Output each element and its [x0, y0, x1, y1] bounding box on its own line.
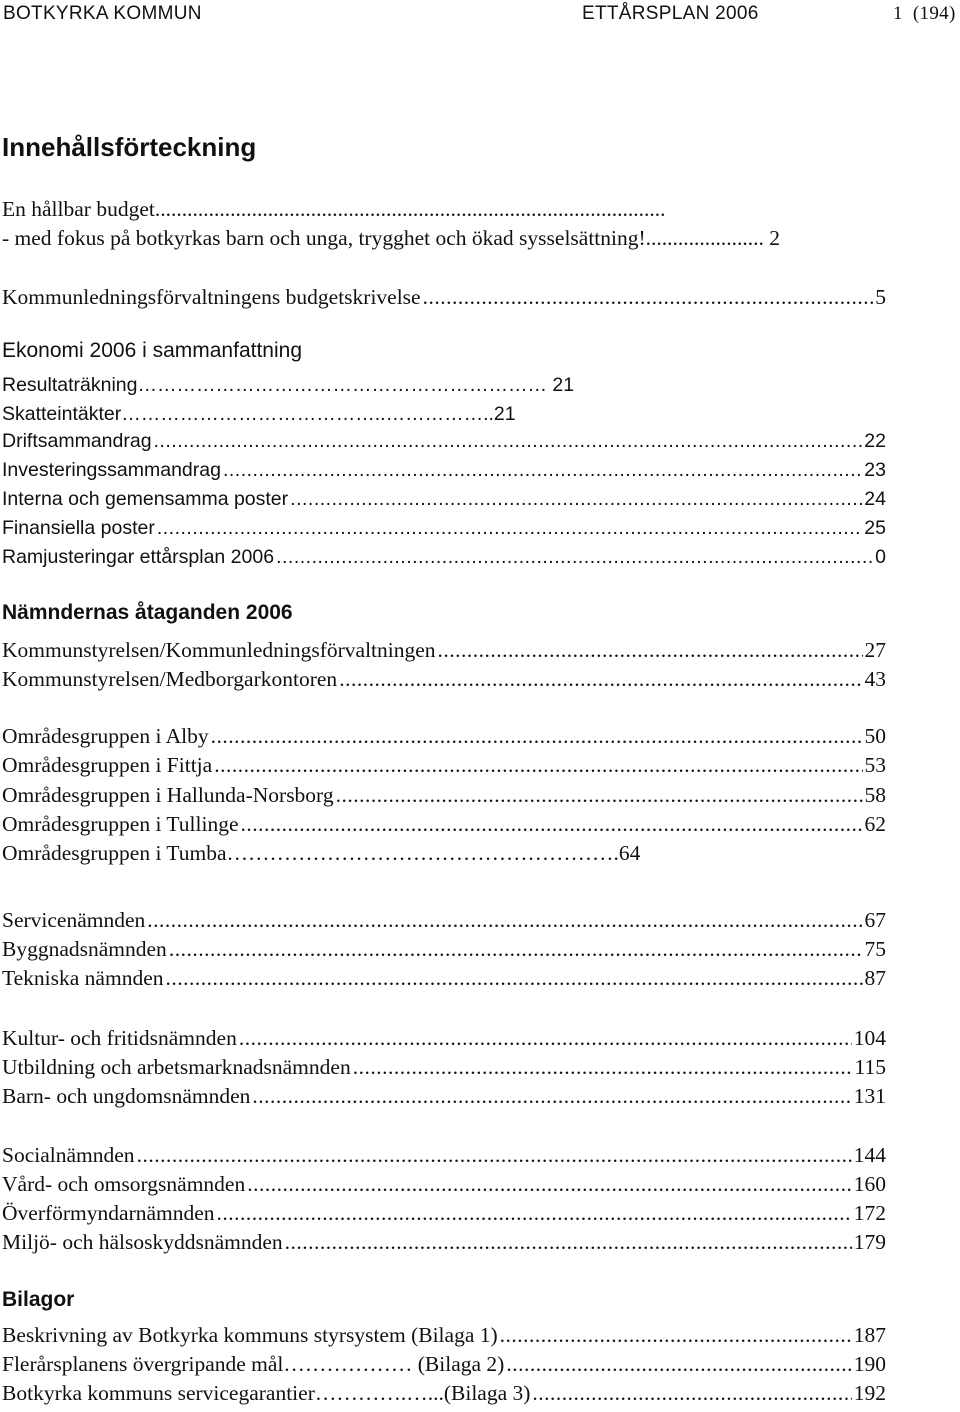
dot-leader [241, 811, 863, 838]
toc-entry[interactable] [2, 936, 886, 963]
toc-entry-label: Ramjusteringar ettårsplan 2006 [2, 546, 275, 568]
toc-entry-label: Områdesgruppen i Hallunda-Norsborg [2, 782, 334, 807]
toc-entry-page: 53 [864, 753, 886, 778]
toc-entry-tumba[interactable]: Områdesgruppen i Tumba……………………………………………….64 [2, 841, 641, 865]
toc-entry[interactable] [2, 1083, 886, 1110]
dot-leader [336, 782, 863, 809]
section-heading-appendices: Bilagor [2, 1288, 75, 1311]
toc-entry-label: Tekniska nämnden [2, 966, 164, 990]
toc-entry-label: Utbildning och arbetsmarknadsnämnden [2, 1055, 351, 1079]
dot-leader [147, 907, 862, 934]
toc-entry-label: Socialnämnden [2, 1143, 135, 1167]
toc-entry-label: Finansiella poster [2, 517, 155, 539]
page-total: (194) [912, 3, 956, 24]
toc-entry-page: 62 [864, 811, 886, 836]
toc-entry-page: 179 [853, 1230, 886, 1254]
toc-entry[interactable] [2, 1351, 886, 1378]
toc-entry-page: 67 [864, 908, 886, 932]
toc-entry-label: Investeringssammandrag [2, 459, 221, 481]
dot-leader [217, 1200, 852, 1227]
toc-entry-label: Interna och gemensamma poster [2, 488, 289, 510]
toc-entry[interactable] [2, 1142, 886, 1169]
toc-entry-page: 50 [864, 724, 886, 748]
dot-leader [339, 666, 862, 693]
toc-entry[interactable] [2, 782, 886, 809]
dot-leader [223, 457, 862, 484]
toc-entry-label: Kommunledningsförvaltningens budgetskrivelse [2, 285, 421, 309]
toc-entry-label: Driftsammandrag [2, 430, 152, 452]
dot-leader [285, 1229, 852, 1256]
toc-entry-page: 187 [853, 1323, 886, 1347]
toc-entry-label: Områdesgruppen i Tullinge [2, 811, 239, 836]
dot-leader [423, 284, 874, 311]
toc-entry[interactable] [2, 1380, 886, 1407]
toc-entry[interactable] [2, 1025, 886, 1052]
toc-entry[interactable] [2, 1229, 886, 1256]
toc-entry-label: Vård- och omsorgsnämnden [2, 1172, 246, 1196]
toc-entry-page: 131 [853, 1084, 886, 1108]
toc-entry[interactable] [2, 1171, 886, 1198]
toc-entry-page: 27 [864, 638, 886, 662]
toc-entry-budget-letter[interactable] [2, 284, 886, 311]
toc-entry-page: 115 [854, 1055, 886, 1079]
toc-entry-resultatrakning[interactable]: Resultaträkning……………………………………………………… 21 [2, 374, 575, 396]
dot-leader [214, 752, 862, 779]
toc-entry-page: 75 [864, 937, 886, 961]
toc-entry[interactable] [2, 486, 886, 513]
toc-entry[interactable] [2, 1200, 886, 1227]
toc-entry[interactable] [2, 752, 886, 779]
dot-leader [506, 1351, 851, 1378]
toc-entry-page: 22 [864, 430, 886, 452]
toc-title: Innehållsförteckning [2, 132, 257, 162]
toc-entry[interactable] [2, 544, 886, 571]
toc-entry-label: Överförmyndarnämnden [2, 1201, 215, 1225]
toc-entry-label: Flerårsplanens övergripande mål……………… (Bilaga 2) [2, 1352, 505, 1376]
toc-intro-line-2: - med fokus på botkyrkas barn och unga, trygghet och ökad sysselsättning!...................... 2 [2, 226, 781, 250]
toc-entry-page: 58 [864, 782, 886, 807]
toc-entry-label: Områdesgruppen i Fittja [2, 753, 213, 778]
toc-entry-page: 0 [875, 546, 886, 568]
dot-leader [532, 1380, 851, 1407]
toc-entry-page: 23 [864, 459, 886, 481]
dot-leader [438, 637, 863, 664]
toc-entry-label: Servicenämnden [2, 908, 146, 932]
dot-leader [239, 1025, 852, 1052]
toc-entry-label: Kommunstyrelsen/Kommunledningsförvaltningen [2, 638, 436, 662]
header-municipality: BOTKYRKA KOMMUN [3, 3, 202, 24]
dot-leader [500, 1322, 852, 1349]
toc-entry-page: 144 [853, 1143, 886, 1167]
toc-entry[interactable] [2, 457, 886, 484]
toc-entry[interactable] [2, 811, 886, 838]
toc-entry-label: Byggnadsnämnden [2, 937, 167, 961]
dot-leader [137, 1142, 852, 1169]
dot-leader [290, 486, 862, 513]
dot-leader [247, 1171, 852, 1198]
dot-leader [169, 936, 863, 963]
toc-entry-page: 25 [864, 517, 886, 539]
header-document-title: ETTÅRSPLAN 2006 [582, 3, 759, 24]
toc-entry[interactable] [2, 907, 886, 934]
dot-leader [252, 1083, 851, 1110]
toc-entry-page: 43 [864, 667, 886, 691]
section-heading-economy: Ekonomi 2006 i sammanfattning [2, 339, 302, 362]
toc-entry-label: Barn- och ungdomsnämnden [2, 1084, 251, 1108]
dot-leader [353, 1054, 853, 1081]
toc-entry[interactable] [2, 515, 886, 542]
toc-entry[interactable] [2, 965, 886, 992]
toc-entry-page: 24 [864, 488, 886, 510]
toc-entry-skatteintakter[interactable]: Skatteintäkter…………………………………..……………..21 [2, 403, 516, 425]
dot-leader [166, 965, 863, 992]
toc-entry-page: 190 [853, 1352, 886, 1376]
toc-entry[interactable] [2, 428, 886, 455]
dot-leader [276, 544, 873, 571]
toc-entry-label: Botkyrka kommuns servicegarantier………….…...(Bilaga 3) [2, 1381, 531, 1405]
toc-entry[interactable] [2, 1322, 886, 1349]
dot-leader [157, 515, 862, 542]
toc-entry-label: Miljö- och hälsoskyddsnämnden [2, 1230, 283, 1254]
toc-entry[interactable] [2, 637, 886, 664]
toc-entry-page: 172 [853, 1201, 886, 1225]
toc-entry-page: 192 [853, 1381, 886, 1405]
toc-entry-label: Beskrivning av Botkyrka kommuns styrsystem (Bilaga 1) [2, 1323, 498, 1347]
toc-entry-label: Kultur- och fritidsnämnden [2, 1026, 237, 1050]
header-page-number [893, 3, 956, 25]
page-current: 1 [893, 3, 903, 24]
toc-entry-page: 104 [853, 1026, 886, 1050]
toc-entry-page: 87 [864, 966, 886, 990]
toc-entry[interactable] [2, 1054, 886, 1081]
toc-entry-label: Kommunstyrelsen/Medborgarkontoren [2, 667, 338, 691]
toc-entry-label: Områdesgruppen i Alby [2, 724, 209, 748]
toc-intro-line-1: En hållbar budget............................................................................................... [2, 197, 666, 221]
toc-entry-page: 5 [875, 285, 886, 309]
toc-entry[interactable] [2, 666, 886, 693]
toc-entry-page: 160 [853, 1172, 886, 1196]
section-heading-committees: Nämndernas åtaganden 2006 [2, 601, 293, 624]
dot-leader [154, 428, 863, 455]
dot-leader [211, 723, 863, 750]
toc-entry[interactable] [2, 723, 886, 750]
